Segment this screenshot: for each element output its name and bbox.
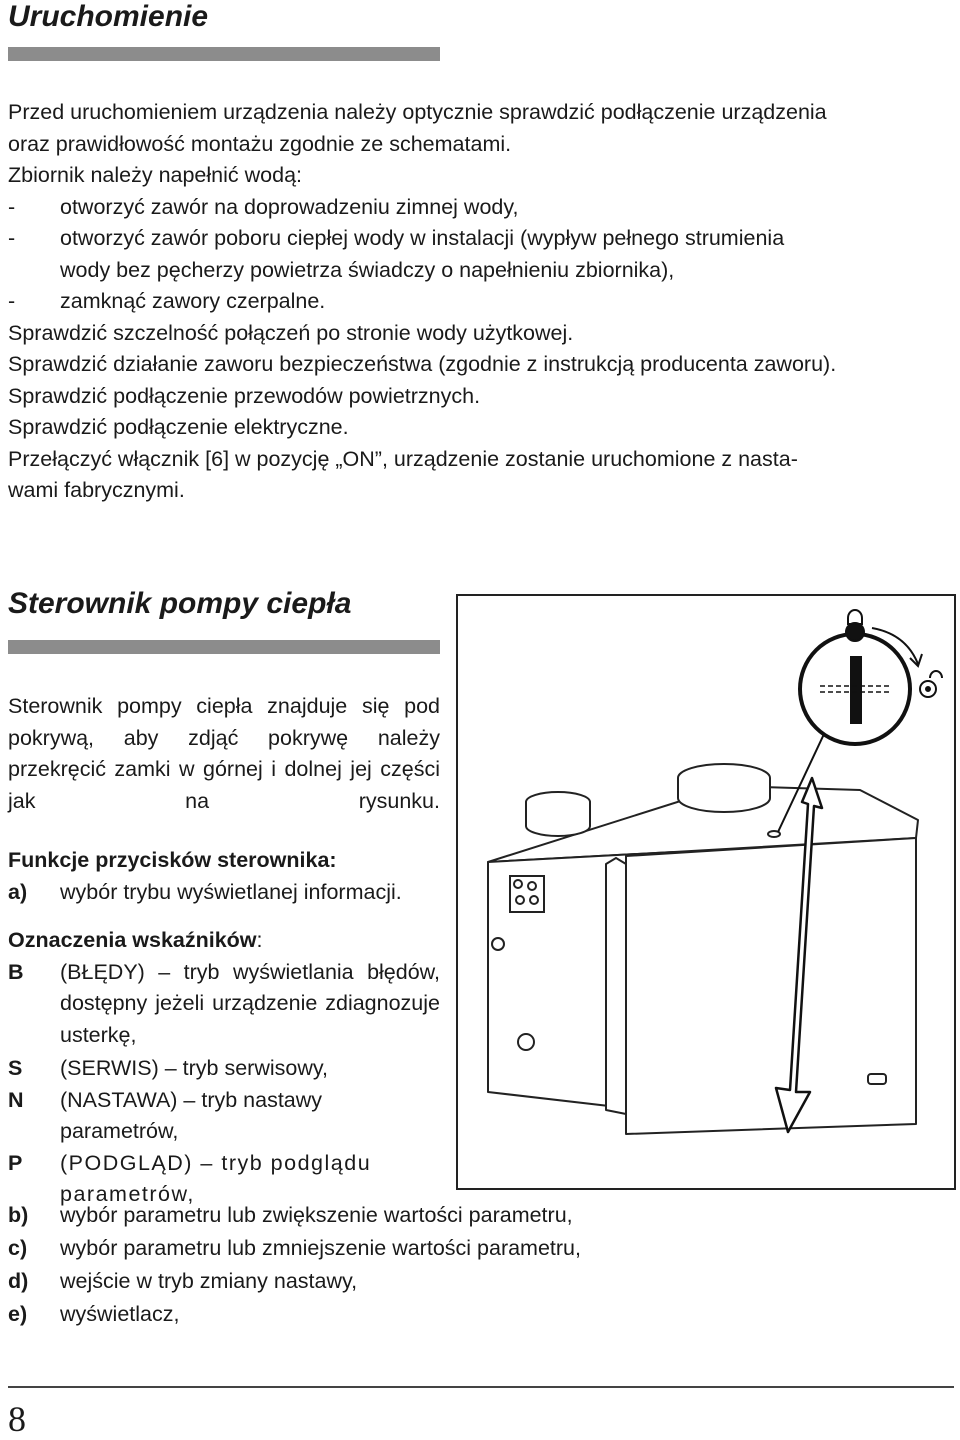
bullet-dash: - bbox=[8, 194, 16, 219]
functions-heading: Funkcje przycisków sterownika: bbox=[8, 848, 337, 872]
heat-pump-cover-figure bbox=[428, 594, 960, 1192]
bullet-text: otworzyć zawór poboru ciepłej wody w instalacji (wypływ pełnego strumienia bbox=[60, 226, 785, 250]
indicators-block bbox=[8, 925, 440, 1211]
item-text: wejście w tryb zmiany nastawy, bbox=[60, 1269, 358, 1293]
item-key: P bbox=[8, 1150, 23, 1175]
functions-block bbox=[8, 845, 440, 908]
text-line: Przed uruchomieniem urządzenia należy optycznie sprawdzić podłączenie urządzenia bbox=[8, 100, 827, 124]
lock-open-icon bbox=[920, 671, 942, 697]
bullet-text: zamknąć zawory czerpalne. bbox=[60, 289, 326, 313]
item-text: wybór trybu wyświetlanej informacji. bbox=[60, 879, 402, 904]
bullet-item bbox=[8, 286, 836, 318]
text-line: Sprawdzić szczelność połączeń po stronie wody użytkowej. bbox=[8, 320, 574, 345]
indicator-item-n bbox=[8, 1085, 440, 1148]
item-text: (BŁĘDY) – tryb wyświetlania błędów, dostępny jeżeli urządzenie zdiagnozuje usterkę, bbox=[60, 959, 440, 1047]
bullet-continuation: wody bez pęcherzy powietrza świadczy o napełnieniu zbiornika), bbox=[60, 257, 675, 282]
item-text: wybór parametru lub zwiększenie wartości parametru, bbox=[60, 1203, 573, 1227]
item-key: a) bbox=[8, 879, 28, 904]
item-key: d) bbox=[8, 1269, 29, 1293]
text-line: oraz prawidłowość montażu zgodnie ze schematami. bbox=[8, 131, 512, 156]
magnifier-icon bbox=[800, 634, 910, 744]
footer-rule bbox=[8, 1386, 954, 1388]
heading-rule bbox=[8, 640, 440, 654]
bullet-item bbox=[8, 192, 836, 224]
bullet-text: otworzyć zawór na doprowadzeniu zimnej wody, bbox=[60, 194, 519, 219]
indicators-heading-line bbox=[8, 925, 440, 957]
item-text: (NASTAWA) – tryb nastawy parametrów, bbox=[60, 1087, 323, 1143]
text-line: Sprawdzić działanie zaworu bezpieczeństwa (zgodnie z instrukcją producenta zaworu). bbox=[8, 352, 837, 376]
function-item-a bbox=[8, 877, 440, 909]
item-text: wybór parametru lub zmniejszenie wartości parametru, bbox=[60, 1236, 581, 1260]
item-key: S bbox=[8, 1056, 23, 1080]
text-line: Zbiornik należy napełnić wodą: bbox=[8, 163, 302, 187]
indicator-item-s bbox=[8, 1053, 440, 1085]
text-line: Sprawdzić podłączenie przewodów powietrznych. bbox=[8, 383, 481, 408]
startup-instructions bbox=[8, 97, 836, 507]
item-text: wyświetlacz, bbox=[60, 1302, 180, 1326]
function-item-c bbox=[8, 1232, 581, 1265]
bullet-dash: - bbox=[8, 226, 16, 250]
bullet-dash: - bbox=[8, 289, 16, 313]
text-line: wami fabrycznymi. bbox=[8, 478, 185, 502]
item-key: B bbox=[8, 959, 24, 984]
page-number: 8 bbox=[8, 1399, 26, 1439]
text-line: Przełączyć włącznik [6] w pozycję „ON”, urządzenie zostanie uruchomione z nasta- bbox=[8, 446, 798, 471]
function-item-b bbox=[8, 1199, 581, 1232]
lock-closed-icon bbox=[846, 610, 864, 641]
button-functions-list bbox=[8, 1199, 581, 1331]
item-key: b) bbox=[8, 1203, 29, 1227]
item-text: (SERWIS) – tryb serwisowy, bbox=[60, 1056, 328, 1080]
section-title-sterownik: Sterownik pompy ciepła bbox=[8, 587, 352, 620]
indicators-heading: Oznaczenia wskaźników bbox=[8, 928, 257, 952]
controller-intro: Sterownik pompy ciepła znajduje się pod pokrywą, aby zdjąć pokrywę należy przekręcić zamki w górnej i dolnej jej części jak na rysunku. bbox=[8, 694, 440, 813]
indicators-colon: : bbox=[256, 928, 263, 952]
section-title-uruchomienie: Uruchomienie bbox=[8, 0, 209, 33]
bottom-latch bbox=[868, 1074, 886, 1084]
bullet-item bbox=[8, 223, 836, 255]
function-item-e bbox=[8, 1298, 581, 1331]
heat-pump-illustration bbox=[428, 594, 960, 1192]
item-text: (PODGLĄD) – tryb podglądu parametrów, bbox=[60, 1150, 372, 1206]
indicator-item-b bbox=[8, 957, 440, 1052]
function-item-d bbox=[8, 1265, 581, 1298]
heading-rule bbox=[8, 47, 440, 61]
item-key: c) bbox=[8, 1236, 28, 1260]
item-key: e) bbox=[8, 1302, 28, 1326]
text-line: Sprawdzić podłączenie elektryczne. bbox=[8, 415, 349, 439]
item-key: N bbox=[8, 1087, 24, 1112]
